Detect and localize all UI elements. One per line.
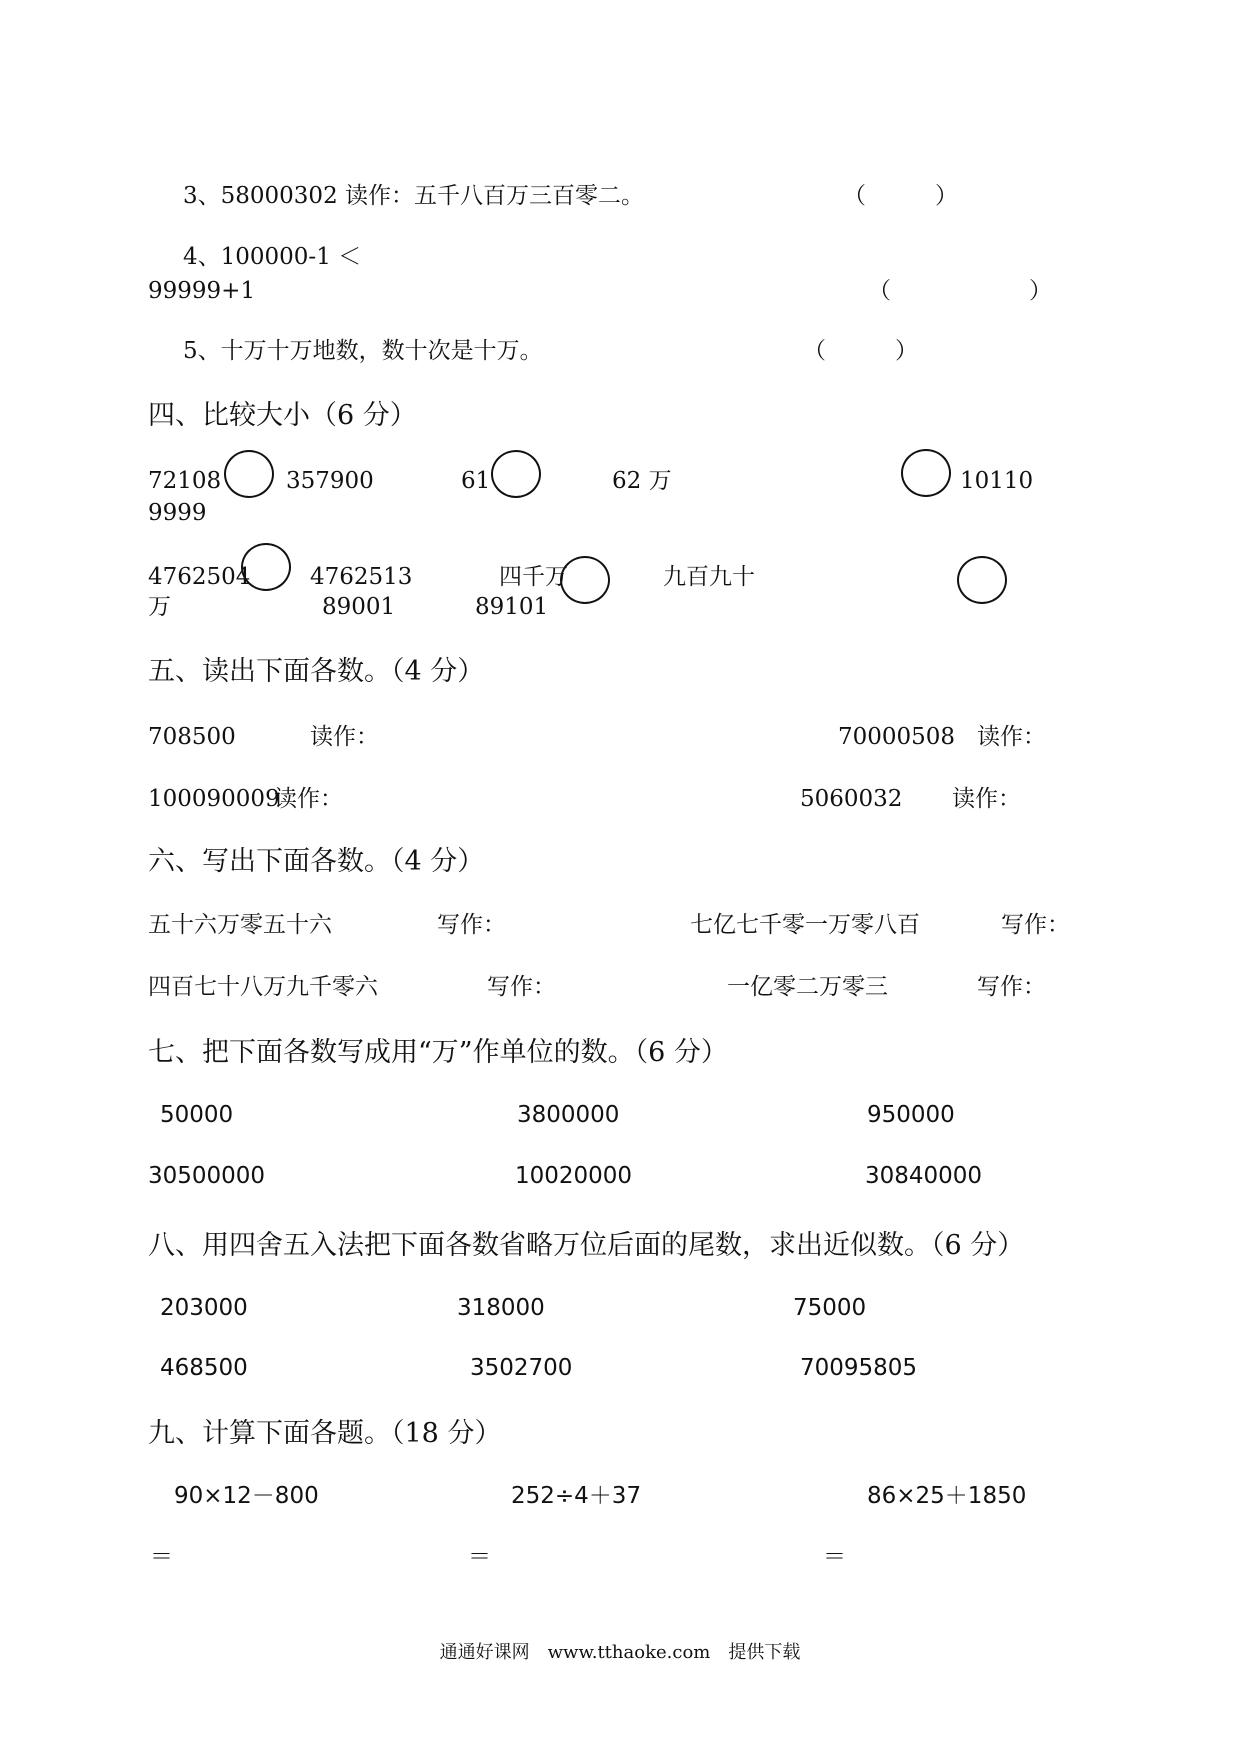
compare-number: 10110 xyxy=(960,468,1034,494)
unit-number: 10020000 xyxy=(515,1163,633,1189)
read-label: 读作： xyxy=(310,724,379,750)
round-number: 3502700 xyxy=(470,1355,573,1381)
compare-number: 4762513 xyxy=(310,564,413,590)
round-number: 318000 xyxy=(457,1295,545,1321)
section-4-heading: 四、比较大小（6 分） xyxy=(148,400,417,431)
read-number: 70000508 xyxy=(838,724,956,750)
compare-number: 61 xyxy=(461,468,491,494)
unit-number: 3800000 xyxy=(517,1102,620,1128)
unit-number: 950000 xyxy=(867,1102,955,1128)
round-number: 468500 xyxy=(160,1355,248,1381)
equals-sign: ＝ xyxy=(150,1544,173,1570)
section-6-heading: 六、写出下面各数。（4 分） xyxy=(148,846,485,877)
page-footer: 通通好课网 www.tthaoke.com 提供下载 xyxy=(439,1642,801,1663)
item-4-line1: 4、100000-1 ＜ xyxy=(183,244,362,270)
write-words: 七亿七千零一万零八百 xyxy=(690,912,920,938)
compare-number: 62 万 xyxy=(612,468,672,494)
item-4-answer-bracket[interactable]: （ ） xyxy=(868,278,1052,304)
compare-circle[interactable] xyxy=(224,450,274,498)
compare-circle[interactable] xyxy=(957,556,1007,604)
write-words: 五十六万零五十六 xyxy=(148,912,332,938)
equals-sign: ＝ xyxy=(468,1544,491,1570)
read-label: 读作： xyxy=(977,724,1046,750)
compare-number: 89101 xyxy=(475,594,549,620)
calc-expression: 90×12－800 xyxy=(174,1483,319,1509)
write-label: 写作： xyxy=(487,974,556,1000)
section-8-heading: 八、用四舍五入法把下面各数省略万位后面的尾数，求出近似数。（6 分） xyxy=(148,1230,1025,1261)
compare-number: 89001 xyxy=(322,594,396,620)
item-5-text: 5、十万十万地数，数十次是十万。 xyxy=(183,338,543,364)
section-7-heading: 七、把下面各数写成用“万”作单位的数。（6 分） xyxy=(148,1037,728,1068)
compare-circle[interactable] xyxy=(901,449,951,497)
item-3-text: 3、58000302 读作：五千八百万三百零二。 xyxy=(183,183,645,209)
read-label: 读作： xyxy=(274,786,343,812)
compare-number: 4762504 xyxy=(148,564,251,590)
compare-number: 9999 xyxy=(148,500,207,526)
item-5-answer-bracket[interactable]: （ ） xyxy=(803,338,918,364)
compare-number: 万 xyxy=(148,594,171,620)
section-5-heading: 五、读出下面各数。（4 分） xyxy=(148,656,485,687)
unit-number: 30500000 xyxy=(148,1163,266,1189)
compare-number: 72108 xyxy=(148,468,222,494)
read-number: 100090009 xyxy=(148,786,280,812)
write-label: 写作： xyxy=(1001,912,1070,938)
read-number: 708500 xyxy=(148,724,236,750)
write-label: 写作： xyxy=(977,974,1046,1000)
item-4-line2: 99999+1 xyxy=(148,278,256,304)
round-number: 70095805 xyxy=(800,1355,918,1381)
item-3-answer-bracket[interactable]: （ ） xyxy=(843,183,958,209)
round-number: 75000 xyxy=(793,1295,867,1321)
read-number: 5060032 xyxy=(800,786,903,812)
unit-number: 30840000 xyxy=(865,1163,983,1189)
unit-number: 50000 xyxy=(160,1102,234,1128)
write-label: 写作： xyxy=(437,912,506,938)
compare-number: 九百九十 xyxy=(663,564,755,590)
equals-sign: ＝ xyxy=(823,1544,846,1570)
read-label: 读作： xyxy=(952,786,1021,812)
section-9-heading: 九、计算下面各题。（18 分） xyxy=(148,1418,502,1449)
write-words: 四百七十八万九千零六 xyxy=(148,974,378,1000)
write-words: 一亿零二万零三 xyxy=(727,974,888,1000)
calc-expression: 86×25＋1850 xyxy=(867,1483,1027,1509)
compare-number: 四千万 xyxy=(499,564,568,590)
compare-number: 357900 xyxy=(286,468,374,494)
round-number: 203000 xyxy=(160,1295,248,1321)
compare-circle[interactable] xyxy=(241,543,291,591)
compare-circle[interactable] xyxy=(560,556,610,604)
calc-expression: 252÷4＋37 xyxy=(511,1483,642,1509)
compare-circle[interactable] xyxy=(491,450,541,498)
